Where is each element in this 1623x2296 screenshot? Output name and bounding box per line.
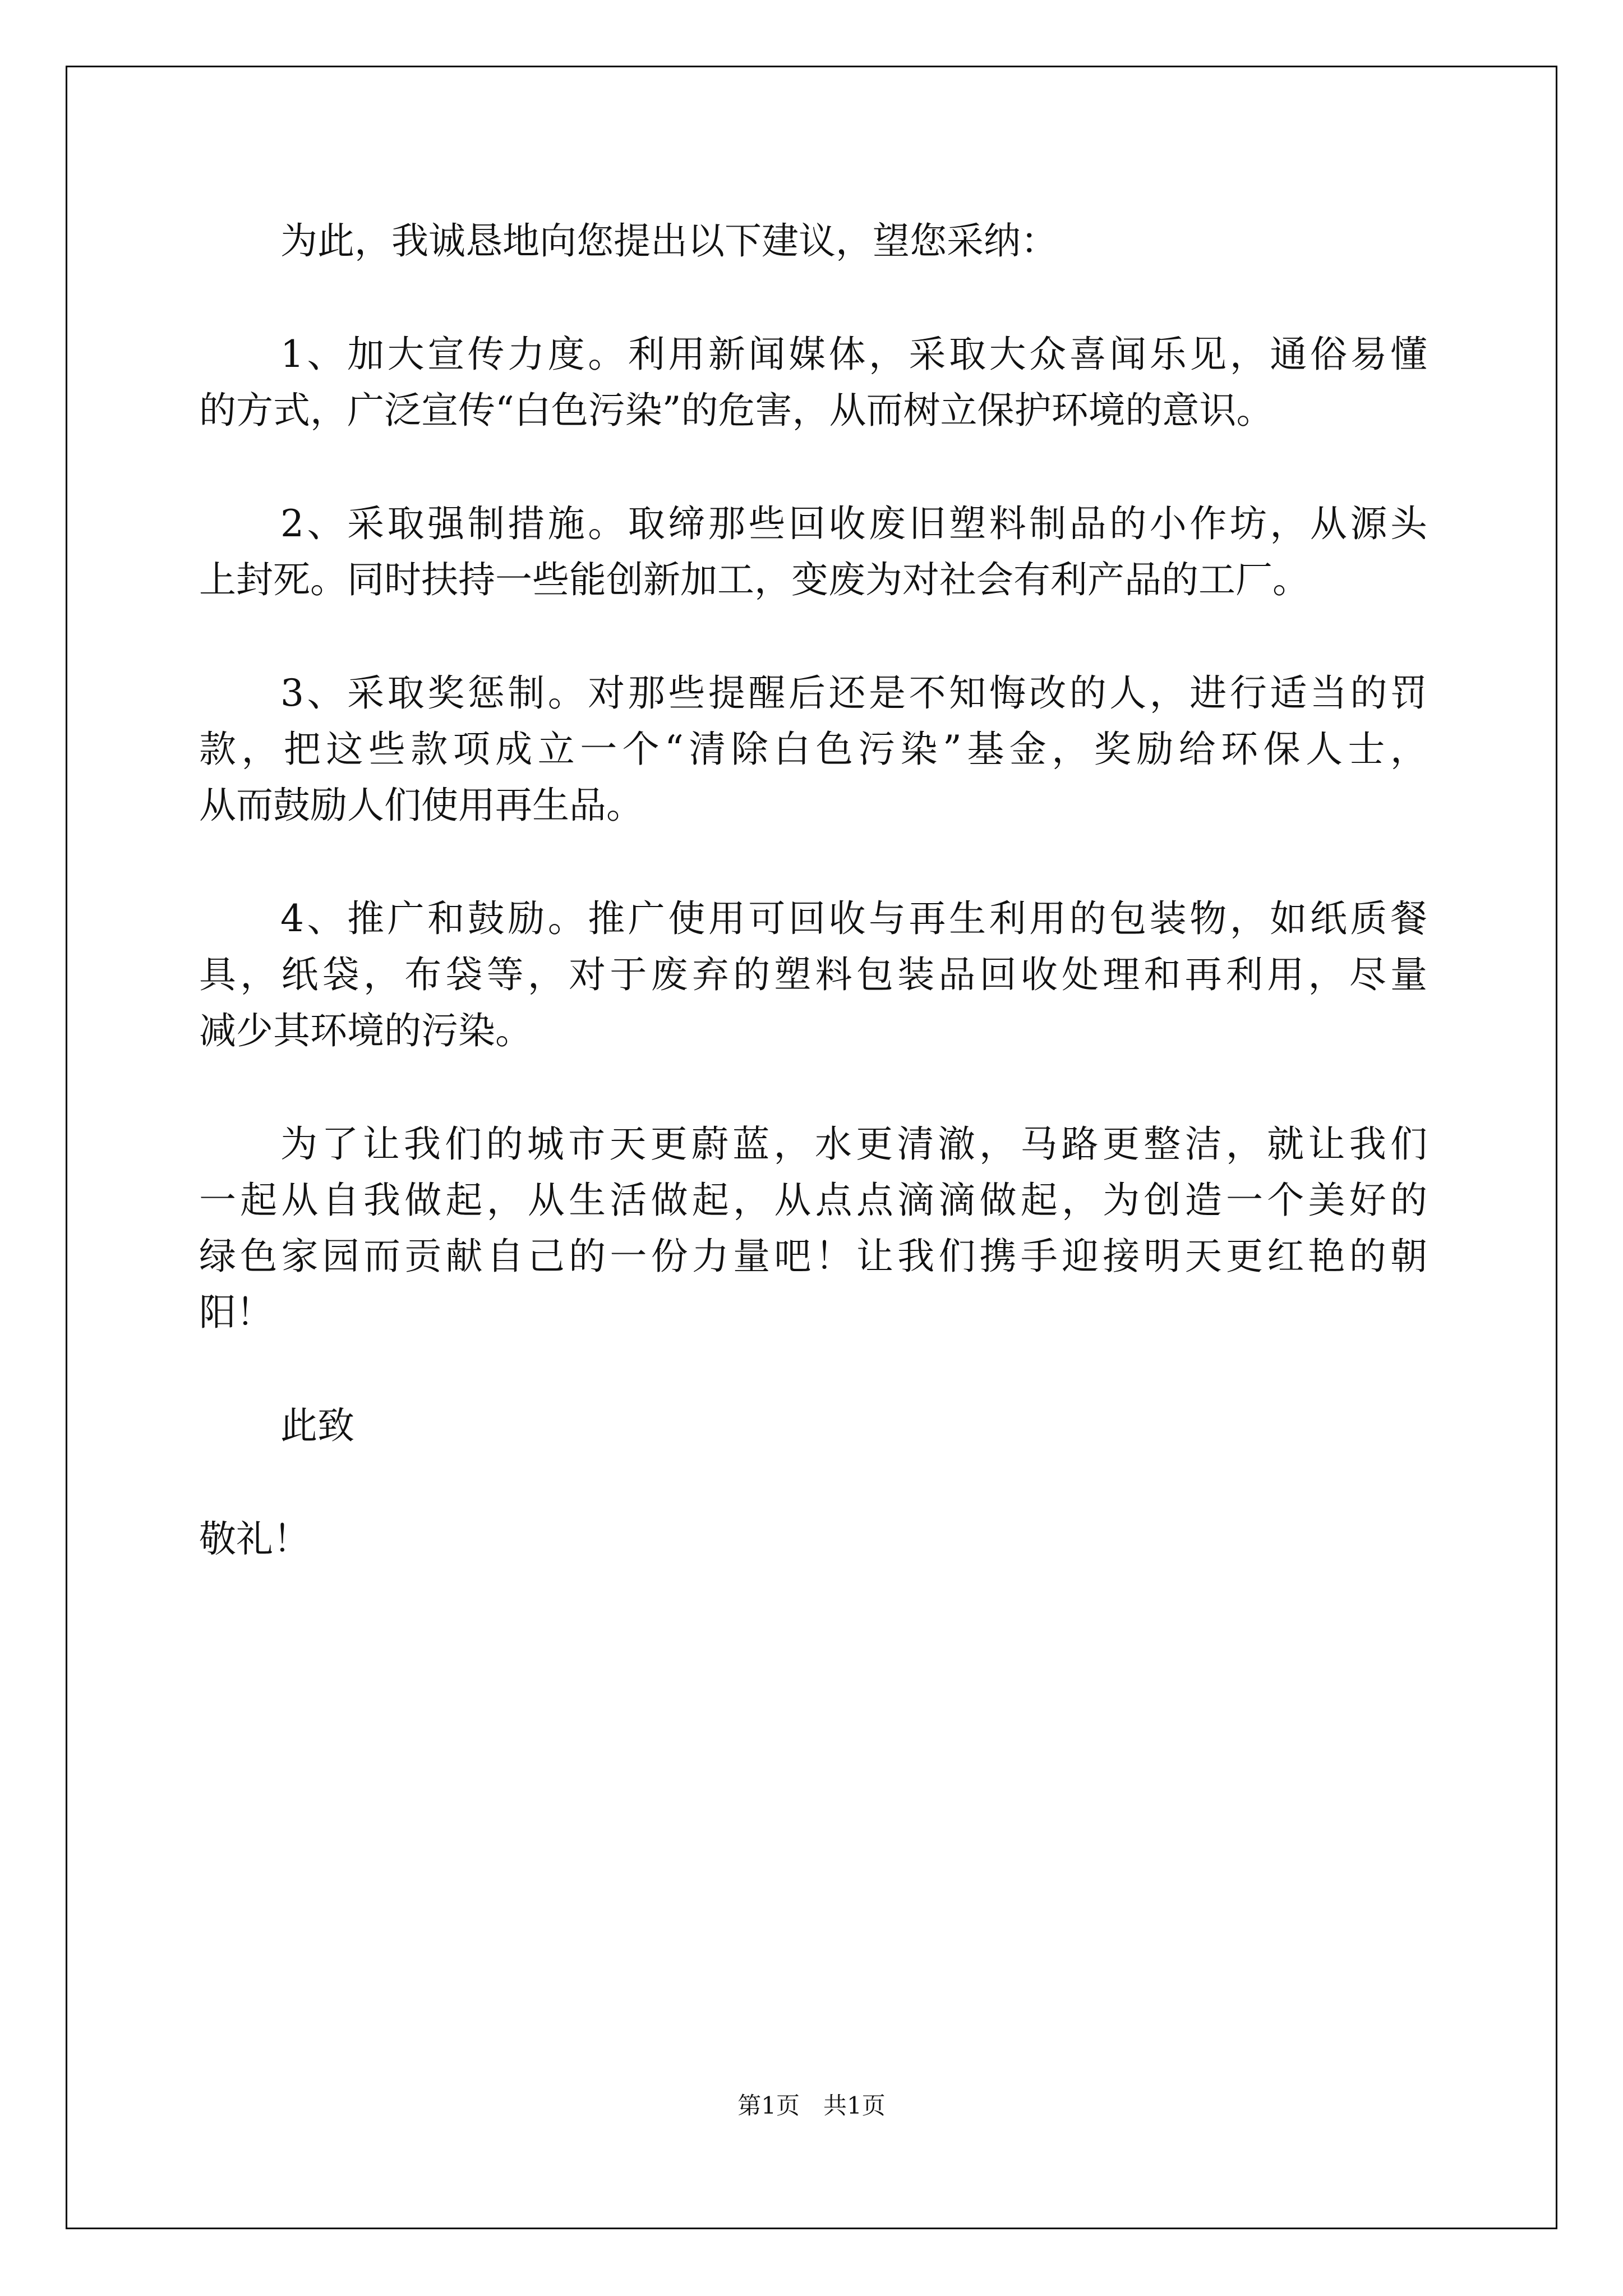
paragraph-intro bbox=[199, 213, 1427, 269]
text-line: 4、推广和鼓励。推广使用可回收与再生利用的包装物，如纸质餐 bbox=[280, 897, 1427, 940]
text-line: 减少其环境的污染。 bbox=[199, 1009, 532, 1052]
paragraph-suggestion-3 bbox=[199, 665, 1427, 834]
page-number: 第1页 共1页 bbox=[737, 2092, 886, 2119]
text-line: 具，纸袋，布袋等，对于废弃的塑料包装品回收处理和再利用，尽量 bbox=[199, 953, 1427, 996]
text-line: 3、采取奖惩制。对那些提醒后还是不知悔改的人，进行适当的罚 bbox=[280, 671, 1427, 715]
text-line: 阳！ bbox=[199, 1291, 273, 1334]
text-line: 的方式，广泛宣传“白色污染”的危害，从而树立保护环境的意识。 bbox=[199, 389, 1274, 432]
text-line: 此致 bbox=[280, 1404, 354, 1447]
text-line: 为此，我诚恳地向您提出以下建议，望您采纳： bbox=[280, 219, 1058, 263]
text-line: 绿色家园而贡献自己的一份力量吧！让我们携手迎接明天更红艳的朝 bbox=[199, 1235, 1427, 1278]
text-line: 敬礼！ bbox=[199, 1517, 310, 1561]
text-line: 为了让我们的城市天更蔚蓝，水更清澈，马路更整洁，就让我们 bbox=[280, 1122, 1427, 1166]
text-line: 款，把这些款项成立一个“清除白色污染”基金，奖励给环保人士， bbox=[199, 728, 1427, 771]
salutation-jingli bbox=[199, 1511, 1427, 1567]
paragraph-closing bbox=[199, 1116, 1427, 1341]
paragraph-suggestion-2 bbox=[199, 496, 1427, 608]
paragraph-suggestion-4 bbox=[199, 891, 1427, 1059]
text-line: 从而鼓励人们使用再生品。 bbox=[199, 784, 643, 827]
salutation-cizhi bbox=[199, 1398, 1427, 1454]
text-line: 1、加大宣传力度。利用新闻媒体，采取大众喜闻乐见，通俗易懂 bbox=[280, 333, 1427, 376]
document-body bbox=[199, 213, 1427, 1567]
text-line: 2、采取强制措施。取缔那些回收废旧塑料制品的小作坊，从源头 bbox=[280, 502, 1427, 545]
text-line: 一起从自我做起，从生活做起，从点点滴滴做起，为创造一个美好的 bbox=[199, 1179, 1427, 1222]
paragraph-suggestion-1 bbox=[199, 326, 1427, 439]
text-line: 上封死。同时扶持一些能创新加工，变废为对社会有利产品的工厂。 bbox=[199, 558, 1310, 601]
